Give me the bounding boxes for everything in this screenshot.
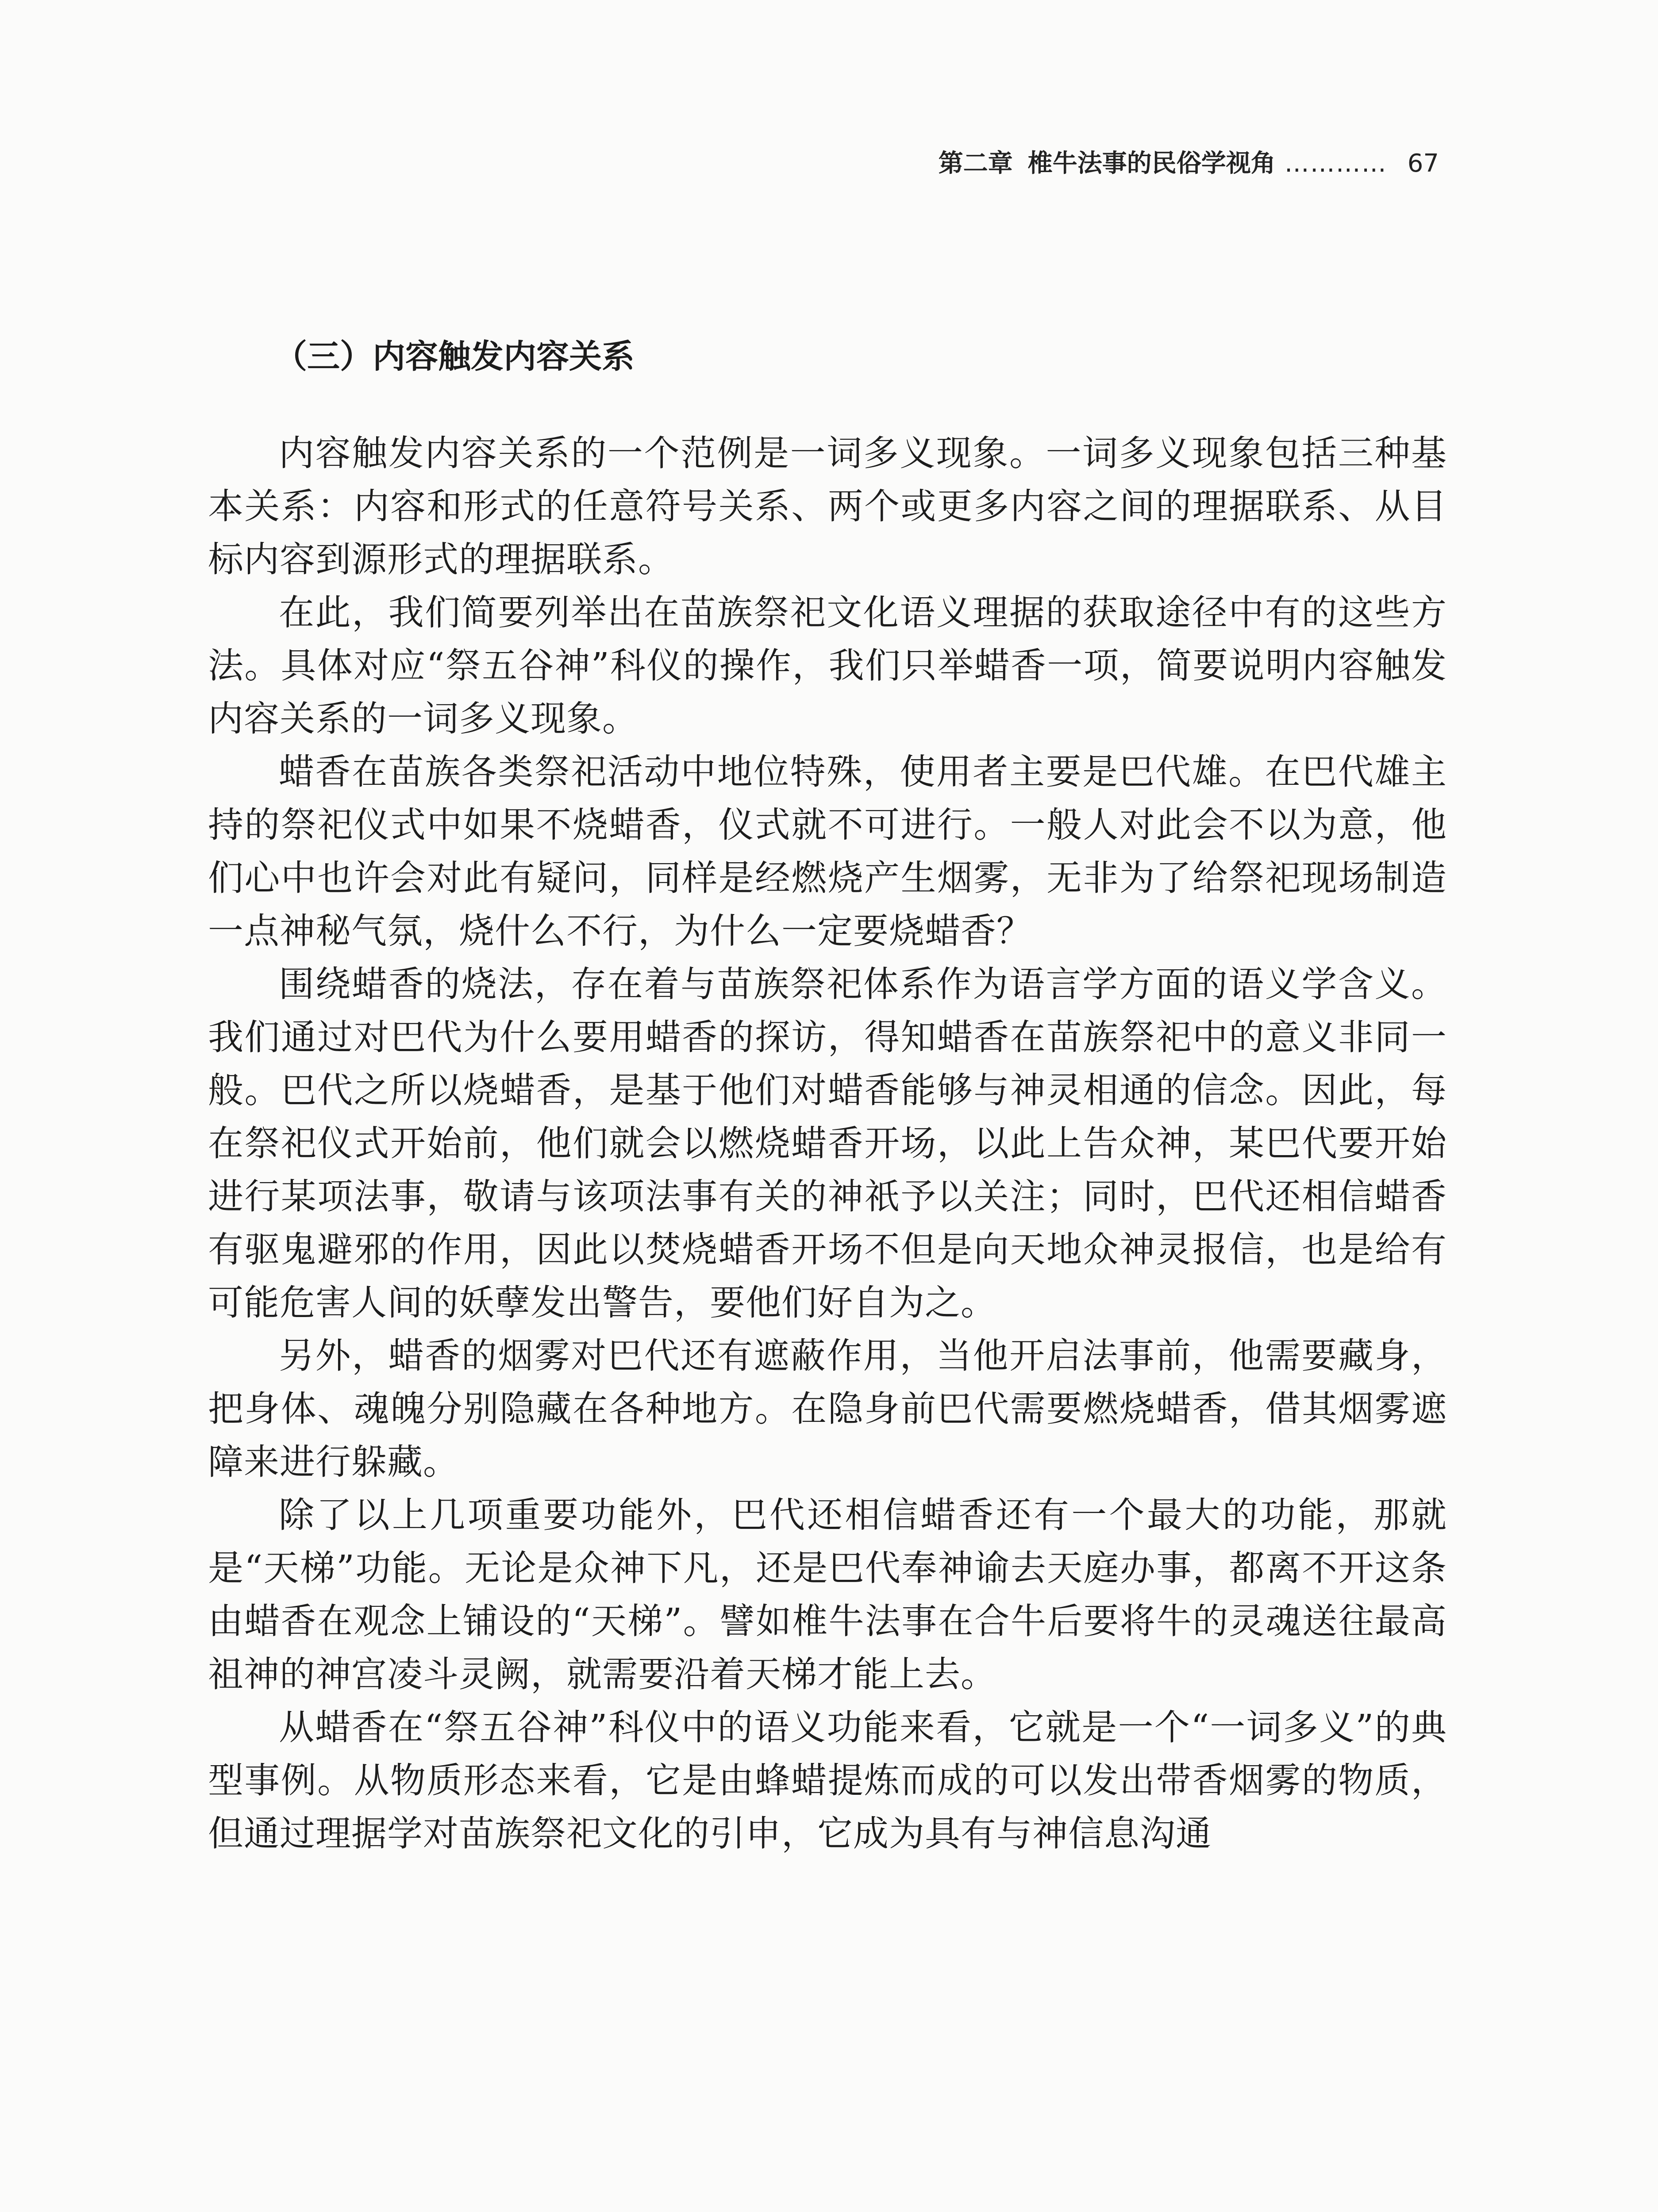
paragraph-3: 蜡香在苗族各类祭祀活动中地位特殊，使用者主要是巴代雄。在巴代雄主持的祭祀仪式中如果不烧蜡香，仪式就不可进行。一般人对此会不以为意，他们心中也许会对此有疑问，同样是经燃烧产生烟雾，无非为了给祭祀现场制造一点神秘气氛，烧什么不行，为什么一定要烧蜡香？: [208, 751, 1447, 952]
page-number: 67: [1407, 149, 1439, 178]
paragraph-5: 另外，蜡香的烟雾对巴代还有遮蔽作用，当他开启法事前，他需要藏身，把身体、魂魄分别隐藏在各种地方。在隐身前巴代需要燃烧蜡香，借其烟雾遮障来进行躲藏。: [208, 1335, 1447, 1482]
header-leader-dots: …………: [1284, 149, 1387, 178]
paragraph-1: 内容触发内容关系的一个范例是一词多义现象。一词多义现象包括三种基本关系：内容和形式的任意符号关系、两个或更多内容之间的理据联系、从目标内容到源形式的理据联系。: [208, 433, 1447, 580]
running-header: [939, 146, 1439, 181]
header-title: 椎牛法事的民俗学视角: [1027, 149, 1276, 178]
paragraph-6: 除了以上几项重要功能外，巴代还相信蜡香还有一个最大的功能，那就是“天梯”功能。无论是众神下凡，还是巴代奉神谕去天庭办事，都离不开这条由蜡香在观念上铺设的“天梯”。譬如椎牛法事在合牛后要将牛的灵魂送往最高祖神的神宫凌斗灵阙，就需要沿着天梯才能上去。: [208, 1494, 1447, 1695]
paragraph-2: 在此，我们简要列举出在苗族祭祀文化语义理据的获取途径中有的这些方法。具体对应“祭五谷神”科仪的操作，我们只举蜡香一项，简要说明内容触发内容关系的一词多义现象。: [208, 592, 1447, 739]
paragraph-4: 围绕蜡香的烧法，存在着与苗族祭祀体系作为语言学方面的语义学含义。我们通过对巴代为什么要用蜡香的探访，得知蜡香在苗族祭祀中的意义非同一般。巴代之所以烧蜡香，是基于他们对蜡香能够与神灵相通的信念。因此，每在祭祀仪式开始前，他们就会以燃烧蜡香开场，以此上告众神，某巴代要开始进行某项法事，敬请与该项法事有关的神祇予以关注；同时，巴代还相信蜡香有驱鬼避邪的作用，因此以焚烧蜡香开场不但是向天地众神灵报信，也是给有可能危害人间的妖孽发出警告，要他们好自为之。: [208, 964, 1447, 1323]
body-text: [208, 427, 1447, 1860]
section-heading: （三）内容触发内容关系: [274, 338, 635, 376]
paragraph-7: 从蜡香在“祭五谷神”科仪中的语义功能来看，它就是一个“一词多义”的典型事例。从物质形态来看，它是由蜂蜡提炼而成的可以发出带香烟雾的物质，但通过理据学对苗族祭祀文化的引申，它成为具有与神信息沟通: [208, 1707, 1447, 1854]
header-chapter: 第二章: [938, 149, 1013, 178]
